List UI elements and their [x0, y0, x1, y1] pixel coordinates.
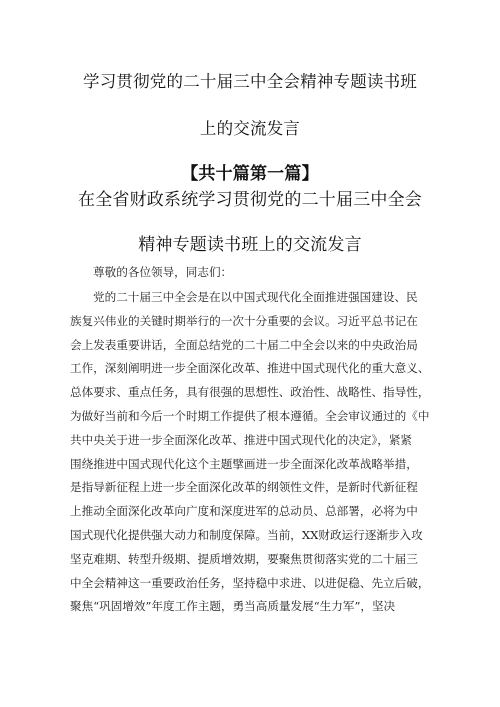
- paragraph-line: 中全会精神这一重要政治任务，坚持稳中求进、以进促稳、先立后破，: [70, 575, 430, 590]
- speech-title-line-1: 在全省财政系统学习贯彻党的二十届三中全会: [78, 190, 422, 210]
- paragraph-line: 是指导新征程上进一步全面深化改革的纲领性文件，是新时代新征程: [70, 480, 418, 495]
- paragraph-line: 党的二十届三中全会是在以中国式现代化全面推进强国建设、民: [93, 290, 418, 304]
- paragraph-line: 总体要求、重点任务，具有很强的思想性、政治性、战略性、指导性，: [70, 385, 430, 400]
- paragraph-line: 为做好当前和今后一个时期工作提供了根本遵循。全会审议通过的《中: [70, 408, 430, 423]
- body-paragraph: [70, 286, 432, 619]
- paragraph-line: 共中央关于进一步全面深化改革、推进中国式现代化的决定》，紧紧: [70, 432, 413, 447]
- paragraph-line: 会上发表重要讲话，全面总结党的二十届二中全会以来的中央政治局: [70, 337, 418, 352]
- salutation: 尊敬的各位领导，同志们：: [93, 265, 233, 279]
- paragraph-line: 族复兴伟业的关键时期举行的一次十分重要的会议。习近平总书记在: [70, 313, 418, 328]
- paragraph-line: 坚克难期、转型升级期、提质增效期，要聚焦贯彻落实党的二十届三: [70, 551, 418, 566]
- series-label: 【共十篇第一篇】: [181, 164, 319, 184]
- speech-title-line-2: 精神专题读书班上的交流发言: [138, 235, 362, 255]
- document-title-line-2: 上的交流发言: [199, 119, 301, 138]
- paragraph-line: 聚焦“巩固增效”年度工作主题，勇当高质量发展“生力军”，坚决: [70, 599, 396, 614]
- paragraph-line: 围绕推进中国式现代化这个主题擘画进一步全面深化改革战略举措，: [70, 456, 418, 471]
- document-title-line-1: 学习贯彻党的二十届三中全会精神专题读书班: [83, 72, 417, 91]
- paragraph-line: 国式现代化提供强大动力和制度保障。当前，XX财政运行逐渐步入攻: [70, 527, 423, 542]
- paragraph-line: 上推动全面深化改革向广度和深度进军的总动员、总部署，必将为中: [70, 504, 418, 519]
- paragraph-line: 工作，深刻阐明进一步全面深化改革、推进中国式现代化的重大意义、: [70, 361, 430, 376]
